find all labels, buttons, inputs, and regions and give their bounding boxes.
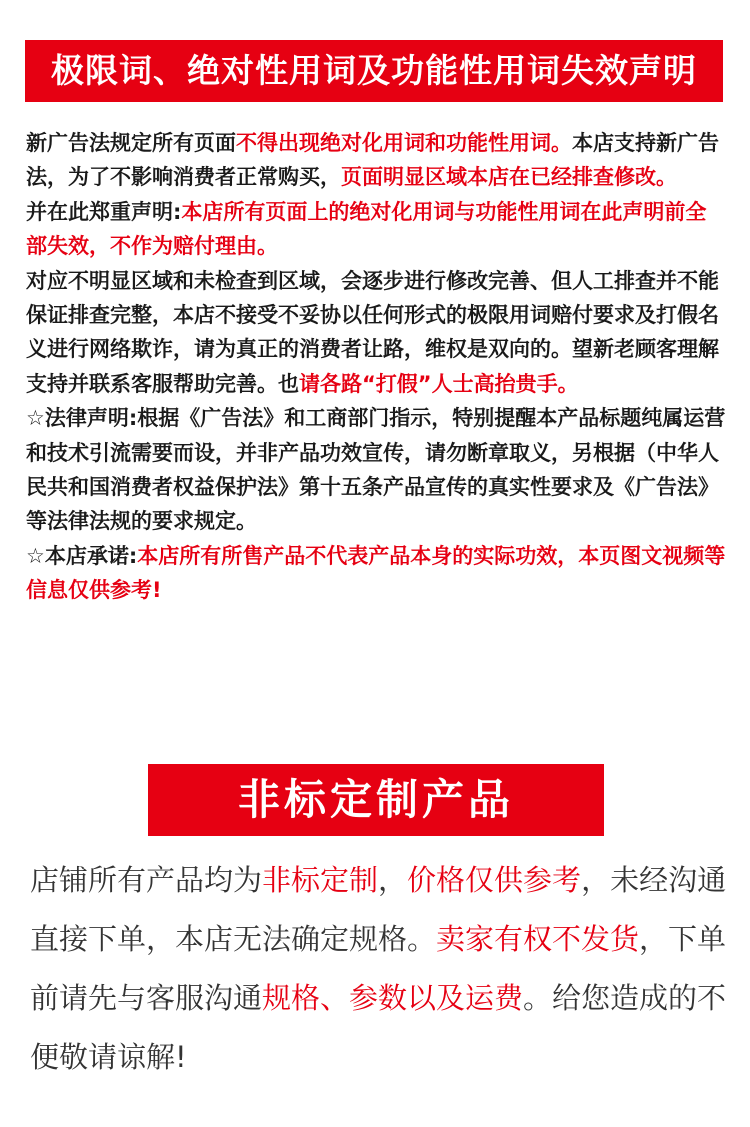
- notice-text: 并在此郑重声明:: [26, 199, 182, 224]
- custom-text: ，下单前请先与客服沟通: [30, 922, 727, 1015]
- notice-paragraph-2: [26, 195, 726, 264]
- notice-paragraph-3: [26, 264, 726, 402]
- custom-product-title: 非标定制产品: [237, 775, 514, 824]
- notice-highlight: 页面明显区域本店在已经排查修改。: [341, 165, 677, 190]
- notice-highlight: 本店所有页面上的绝对化用词与功能性用词在此声明前全部失效，不作为赔付理由。: [26, 199, 707, 259]
- custom-highlight: 卖家有权不发货: [436, 922, 640, 956]
- notice-text: ☆本店承诺:: [26, 543, 138, 568]
- custom-text: 。给您造成的不便敬请谅解!: [30, 981, 727, 1074]
- notice-text: 新广告法规定所有页面: [26, 131, 236, 155]
- notice-highlight: 本店所有所售产品不代表产品本身的实际功效，本页图文视频等信息仅供参考!: [26, 543, 726, 603]
- notice-highlight: 不得出现绝对化用词和功能性用词。: [236, 131, 572, 155]
- custom-text: ，未经沟通直接下单，本店无法确定规格。: [30, 863, 727, 956]
- notice-paragraph-1: [26, 126, 726, 195]
- disclaimer-notice: [26, 126, 726, 608]
- custom-highlight: 非标定制: [262, 863, 379, 897]
- custom-text: 店铺所有产品均为: [30, 863, 263, 897]
- notice-text: 本店支持新广告法，为了不影响消费者正常购买，: [26, 131, 719, 190]
- custom-highlight: 规格、参数以及运费: [262, 981, 524, 1015]
- disclaimer-title: 极限词、绝对性用词及功能性用词失效声明: [51, 51, 697, 90]
- notice-paragraph-4: [26, 401, 726, 539]
- notice-text: 对应不明显区域和未检查到区域，会逐步进行修改完善、但人工排查并不能保证排查完整，本店不接受不妥协以任何形式的极限用词赔付要求及打假名义进行网络欺诈，请为真正的消费者让路，维权是双向的。望新老顾客理解支持并联系客服帮助完善。也: [26, 268, 719, 396]
- notice-paragraph-5: [26, 539, 726, 608]
- custom-product-notice: [30, 851, 730, 1087]
- custom-product-banner: [148, 764, 604, 836]
- disclaimer-title-banner: [25, 40, 723, 102]
- custom-highlight: 价格仅供参考: [407, 863, 582, 897]
- notice-highlight: 请各路“打假”人士高抬贵手。: [299, 371, 579, 396]
- notice-text: ☆法律声明:根据《广告法》和工商部门指示，特别提醒本产品标题纯属运营和技术引流需要而设，并非产品功效宣传，请勿断章取义，另根据（中华人民共和国消费者权益保护法》第十五条产品宣传的真实性要求及《广告法》等法律法规的要求规定。: [26, 406, 726, 534]
- custom-text: ，: [378, 863, 408, 897]
